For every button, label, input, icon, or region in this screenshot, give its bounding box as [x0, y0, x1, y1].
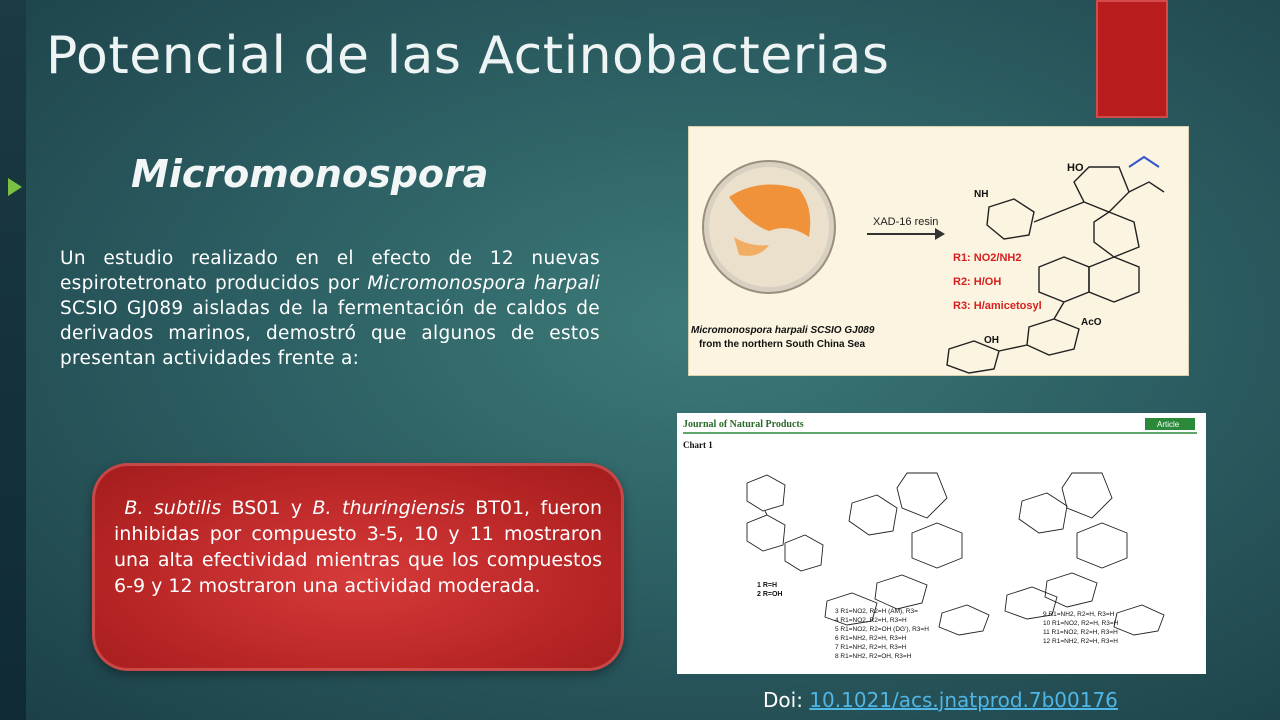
left-decor-stripe — [0, 0, 26, 720]
figure-petri-dish-structure — [688, 126, 1189, 376]
label-aco: AcO — [1081, 317, 1102, 328]
red-ribbon-tab — [1096, 0, 1168, 118]
label-r1: R1: NO2/NH2 — [953, 252, 1022, 264]
callout-text-1: BS01 y — [221, 497, 313, 519]
callout-species-1: B. subtilis — [124, 497, 222, 519]
compound-3-label: 3 R1=NO2, R2=H (AM), R3= — [835, 608, 918, 615]
doi-line — [763, 688, 1118, 712]
article-tag-label: Article — [1157, 420, 1180, 429]
compound-10-label: 10 R1=NO2, R2=H, R3=H — [1043, 620, 1119, 627]
doi-label: Doi: — [763, 688, 810, 712]
callout-text-2: BT01, fueron inhibidas por compuesto 3-5, 10 y 11 mostraron una alta efectividad mientras que los compuestos 6-9 y 12 mostraron una actividad moderada. — [114, 497, 602, 597]
label-nh: NH — [974, 189, 989, 200]
compound-9-label: 9 R1=NH2, R2=H, R3=H — [1043, 611, 1115, 618]
chart-label: Chart 1 — [683, 440, 713, 450]
journal-name: Journal of Natural Products — [683, 419, 804, 430]
compound-11-label: 11 R1=NO2, R2=H, R3=H — [1043, 629, 1118, 636]
label-oh: OH — [984, 335, 999, 346]
callout-box — [92, 463, 624, 671]
highlight-bond — [1129, 157, 1159, 167]
slide-title: Potencial de las Actinobacterias — [46, 26, 890, 86]
label-ho: HO — [1067, 162, 1084, 174]
body-paragraph — [60, 246, 600, 371]
compound-7-label: 7 R1=NH2, R2=H, R3=H — [835, 644, 907, 651]
body-rest: SCSIO GJ089 aisladas de la fermentación de caldos de derivados marinos, demostró que algunos de estos presentan actividades frente a: — [60, 298, 600, 369]
arrow-label: XAD-16 resin — [873, 216, 939, 228]
figure-journal-chart — [677, 413, 1206, 674]
callout-species-2: B. thuringiensis — [312, 497, 465, 519]
label-r2: R2: H/OH — [953, 276, 1002, 288]
body-species: Micromonospora harpali — [367, 273, 600, 294]
green-arrow-icon — [8, 178, 22, 196]
label-r3: R3: H/amicetosyl — [953, 300, 1042, 312]
figure2-svg — [677, 413, 1206, 674]
body-intro: Un estudio realizado en el efecto de 12 nuevas espirotetronato producidos por — [60, 248, 600, 294]
compound-8-label: 8 R1=NH2, R2=OH, R3=H — [835, 653, 912, 660]
figure1-svg — [689, 127, 1188, 375]
slide-subtitle: Micromonospora — [131, 152, 489, 196]
callout-text — [114, 495, 602, 599]
compound-4-label: 4 R1=NO2, R2=H, R3=H — [835, 617, 907, 624]
compound-6-label: 6 R1=NH2, R2=H, R3=H — [835, 635, 907, 642]
figure1-caption-1: Micromonospora harpali SCSIO GJ089 — [691, 325, 875, 336]
compound-list-left — [835, 608, 929, 660]
compound-12-label: 12 R1=NH2, R2=H, R3=H — [1043, 638, 1118, 645]
doi-link[interactable]: 10.1021/acs.jnatprod.7b00176 — [809, 688, 1118, 712]
compound-list-right — [1043, 611, 1119, 645]
arrow-head-icon — [935, 228, 945, 240]
compound-5-label: 5 R1=NO2, R2=OH (DG'), R3=H — [835, 626, 929, 633]
compound-2-label: 2 R=OH — [757, 591, 783, 598]
figure1-caption-2: from the northern South China Sea — [699, 339, 866, 350]
compound-1-label: 1 R=H — [757, 582, 778, 589]
